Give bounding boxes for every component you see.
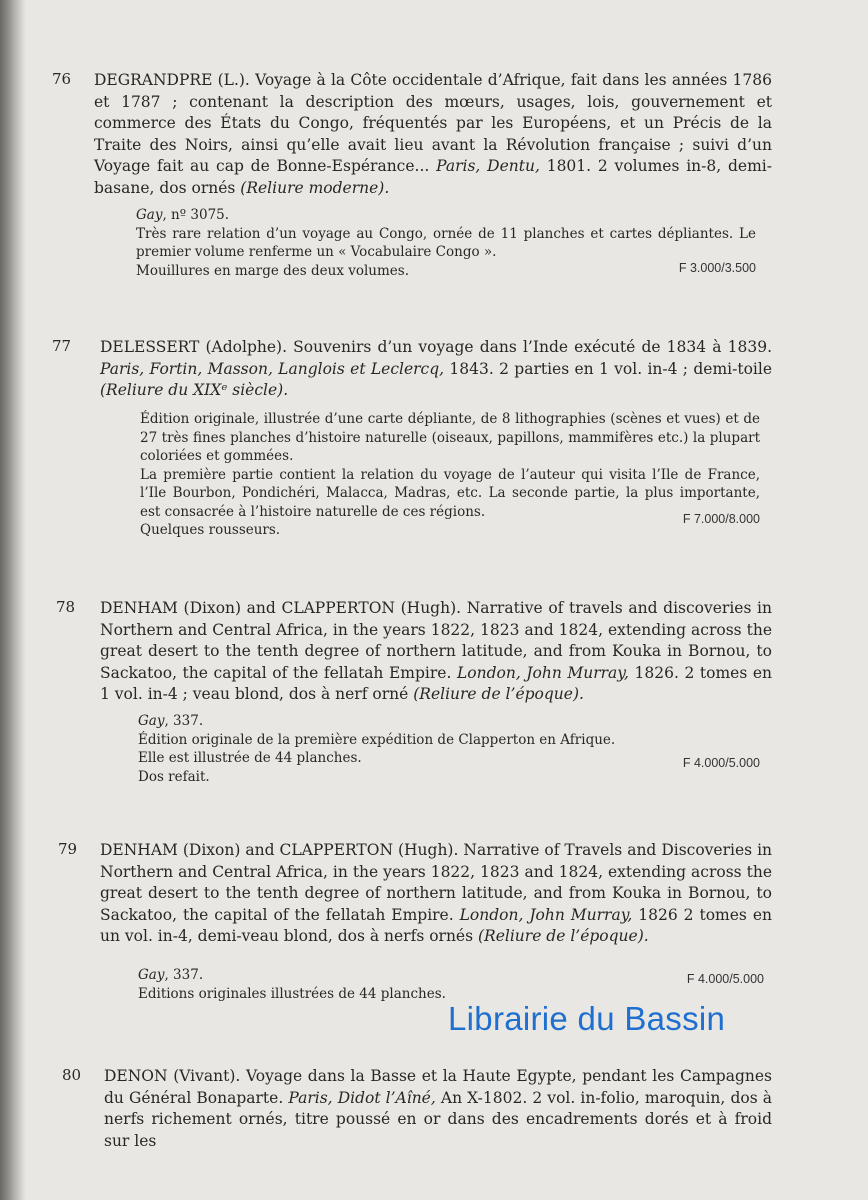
entry-notes-76: [136, 206, 756, 280]
entry-author: DEGRANDPRE (L.).: [94, 71, 250, 89]
lot-number: 77: [52, 337, 72, 355]
entry-binding: (Reliure moderne).: [240, 178, 390, 197]
lot-number: 78: [56, 598, 76, 616]
entry-title: Voyage dans la Basse et la Haute Egypte, pendant les Campagnes du Général Bonaparte.: [104, 1067, 772, 1107]
entry-price: F 3.000/3.500: [678, 261, 756, 275]
entry-notes-78: [138, 712, 760, 786]
entry-details: An X-1802. 2 vol. in-folio, maroquin, dos à nerfs richement ornés, titre poussé en or dans des encadrements dorés et à froid sur les: [104, 1088, 772, 1150]
entry-imprint: London, John Murray,: [459, 905, 633, 924]
entry-title: Narrative of travels and discoveries in Northern and Central Africa, in the years 1822, 1823 and 1824, extending across the great desert to the tenth degree of northern latitude, and from Kouka in Bornou, to Sackatoo, the capital of the fellatah Empire.: [100, 599, 772, 682]
entry-description: [100, 840, 772, 948]
entry-author: DENHAM (Dixon) and CLAPPERTON (Hugh).: [100, 599, 462, 617]
entry-note: Mouillures en marge des deux volumes.: [136, 262, 410, 279]
entry-note: Quelques rousseurs.: [140, 522, 281, 538]
entry-description: [94, 70, 772, 199]
entry-note: Editions originales illustrées de 44 planches.: [138, 985, 446, 1002]
entry-notes-77: [140, 410, 760, 540]
entry-binding: (Reliure du XIXᵉ siècle).: [100, 381, 289, 399]
entry-title: Voyage à la Côte occidentale d’Afrique, fait dans les années 1786 et 1787 ; contenant la description des mœurs, usages, lois, gouvernement et commerce des États du Congo, fréquentés par les Européens, et un Précis de la Traite des Noirs, ainsi qu’elle avait lieu avant la Révolution française ; suivi d’un Voyage fait au cap de Bonne-Espérance...: [94, 71, 772, 175]
entry-description: [100, 337, 772, 402]
entry-binding: (Reliure de l’époque).: [413, 685, 584, 703]
entry-note: Très rare relation d’un voyage au Congo, ornée de 11 planches et cartes dépliantes. Le premier volume renferme un « Vocabulaire Congo ».: [136, 225, 756, 260]
entry-note: Dos refait.: [138, 768, 210, 785]
entry-author: DENON (Vivant).: [104, 1067, 241, 1085]
entry-author: DENHAM (Dixon) and CLAPPERTON (Hugh).: [100, 841, 459, 859]
entry-details: 1826. 2 tomes en 1 vol. in-4 ; veau blond, dos à nerf orné: [100, 663, 772, 703]
entry-imprint: Paris, Fortin, Masson, Langlois et Leclercq,: [100, 359, 445, 378]
entry-author: DELESSERT (Adolphe).: [100, 338, 288, 356]
entry-imprint: Paris, Didot l’Aîné,: [288, 1088, 436, 1107]
entry-reference: Gay, nº 3075.: [136, 207, 230, 223]
lot-number: 79: [58, 840, 78, 858]
entry-description: [100, 598, 772, 706]
entry-note: Édition originale de la première expédition de Clapperton en Afrique.: [138, 731, 616, 748]
entry-title: Narrative of Travels and Discoveries in Northern and Central Africa, in the years 1822, 1823 and 1824, extending across the great desert to the tenth degree of northern latitude, and from Kouka in Bornou, to Sackatoo, the capital of the fellatah Empire.: [100, 841, 773, 924]
entry-note: La première partie contient la relation du voyage de l’auteur qui visita l’Ile de France, l’Ile Bourbon, Pondichéri, Malacca, Madras, etc. La seconde partie, la plus importante, est consacrée à l’histoire naturelle de ces régions.: [140, 466, 760, 520]
entry-reference: Gay, 337.: [138, 713, 204, 729]
entry-details: 1801. 2 volumes in-8, demi-basane, dos ornés: [94, 157, 772, 197]
entry-details: 1843. 2 parties en 1 vol. in-4 ; demi-toile: [449, 359, 772, 378]
entry-title: Souvenirs d’un voyage dans l’Inde exécuté de 1834 à 1839.: [293, 338, 773, 356]
entry-notes-79: [138, 966, 764, 1003]
entry-price: F 7.000/8.000: [682, 512, 760, 526]
entry-reference: Gay, 337.: [138, 967, 204, 983]
entry-imprint: London, John Murray,: [456, 663, 629, 682]
entry-description: [104, 1066, 772, 1152]
lot-number: 76: [52, 70, 72, 88]
entry-note: Édition originale, illustrée d’une carte dépliante, de 8 lithographies (scènes et vues) et de 27 très fines planches d’histoire naturelle (oiseaux, papillons, mammifères etc.) la plupart coloriées et gommées.: [140, 411, 760, 464]
entry-note: Elle est illustrée de 44 planches.: [138, 750, 362, 766]
entry-imprint: Paris, Dentu,: [436, 157, 540, 175]
lot-number: 80: [62, 1066, 82, 1084]
entry-price: F 4.000/5.000: [682, 756, 760, 770]
watermark-text: Librairie du Bassin: [448, 1000, 726, 1037]
entry-price: F 4.000/5.000: [686, 972, 764, 986]
entry-details: 1826 2 tomes en un vol. in-4, demi-veau blond, dos à nerfs ornés: [100, 905, 772, 945]
entry-binding: (Reliure de l’époque).: [478, 927, 649, 945]
